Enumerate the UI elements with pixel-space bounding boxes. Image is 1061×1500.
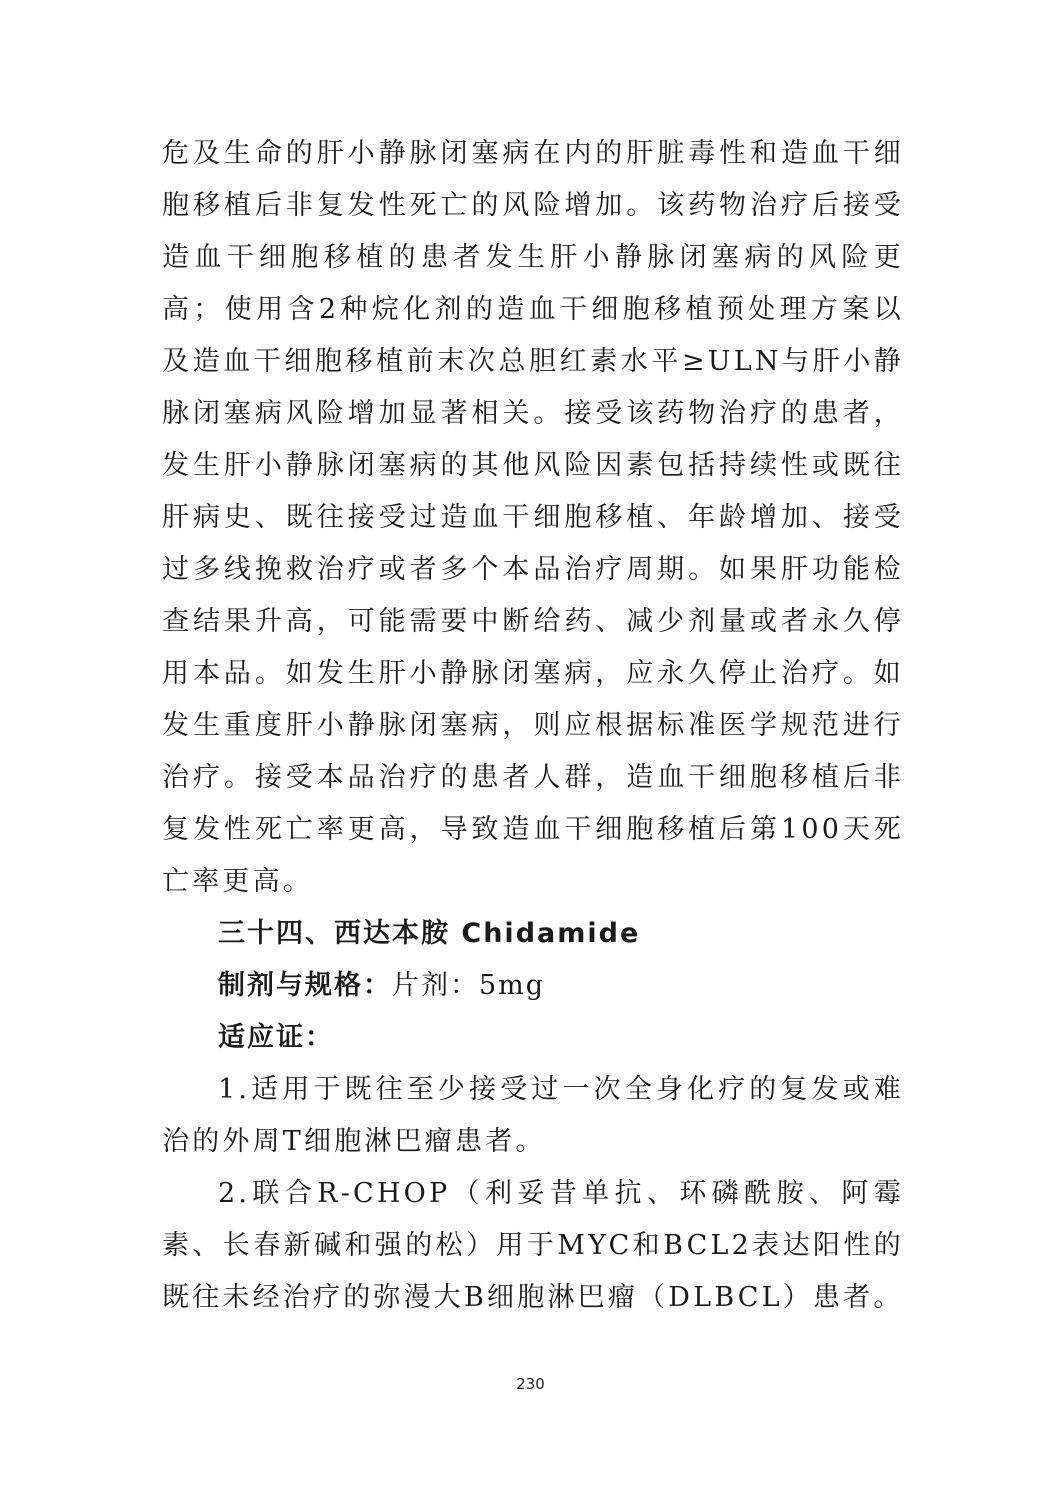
formulation-value: 片剂：5mg <box>392 970 546 1001</box>
indication-item-1: 1.适用于既往至少接受过一次全身化疗的复发或难治的外周T细胞淋巴瘤患者。 <box>162 1074 904 1157</box>
indication-line <box>162 1012 904 1064</box>
formulation-label: 制剂与规格： <box>218 970 392 1001</box>
paragraph-hepatotoxicity: 危及生命的肝小静脉闭塞病在内的肝脏毒性和造血干细胞移植后非复发性死亡的风险增加。该药物治疗后接受造血干细胞移植的患者发生肝小静脉闭塞病的风险更高；使用含2种烷化剂的造血干细胞移植预处理方案以及造血干细胞移植前末次总胆红素水平≥ULN与肝小静脉闭塞病风险增加显著相关。接受该药物治疗的患者，发生肝小静脉闭塞病的其他风险因素包括持续性或既往肝病史、既往接受过造血干细胞移植、年龄增加、接受过多线挽救治疗或者多个本品治疗周期。如果肝功能检查结果升高，可能需要中断给药、减少剂量或者永久停用本品。如发生肝小静脉闭塞病，应永久停止治疗。如发生重度肝小静脉闭塞病，则应根据标准医学规范进行治疗。接受本品治疗的患者人群，造血干细胞移植后非复发性死亡率更高，导致造血干细胞移植后第100天死亡率更高。 <box>162 138 904 897</box>
indication-item-2: 2.联合R-CHOP（利妥昔单抗、环磷酰胺、阿霉素、长春新碱和强的松）用于MYC和BCL2表达阳性的既往未经治疗的弥漫大B细胞淋巴瘤（DLBCL）患者。 <box>162 1178 904 1313</box>
formulation-line <box>162 960 904 1012</box>
document-body <box>162 128 904 1324</box>
page-number: 230 <box>516 1375 545 1393</box>
indication-label: 适应证： <box>218 1022 334 1053</box>
section-heading: 三十四、西达本胺 Chidamide <box>218 918 641 949</box>
